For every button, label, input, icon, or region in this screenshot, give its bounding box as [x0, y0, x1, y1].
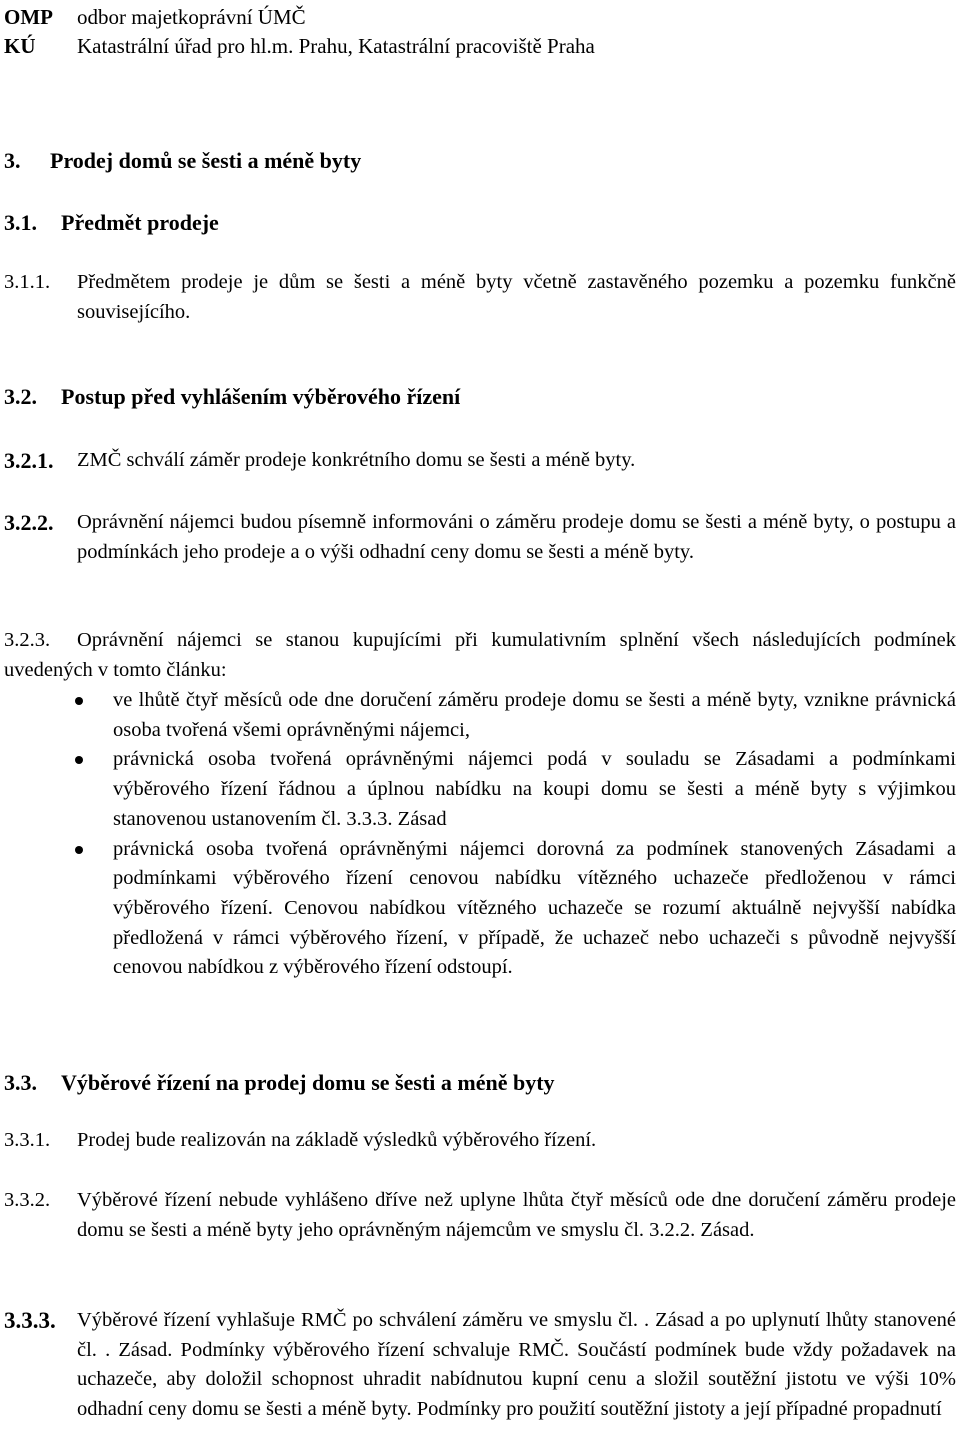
paragraph-text: Výběrové řízení vyhlašuje RMČ po schválení záměru ve smyslu čl. . Zásad a po uplynutí lhůty stanovené čl. . Zásad. Podmínky výběrového řízení schvaluje RMČ. Součástí podmínek bude vždy požadavek na uchazeče, aby doložil schopnost uhradit nabídnutou kupní cenu a složil soutěžní jistotu ve výši 10% odhadní ceny domu se šesti a méně byty. Podmínky pro použití soutěžní jistoty a její případné propadnutí	[77, 1309, 956, 1421]
abbreviation-code: OMP	[4, 5, 53, 29]
paragraph-text: ZMČ schválí záměr prodeje konkrétního domu se šesti a méně byty.	[77, 449, 636, 471]
section-title: Výběrové řízení na prodej domu se šesti a méně byty	[61, 1070, 555, 1095]
list-item	[0, 686, 956, 745]
section-number: 3.2.	[4, 384, 37, 409]
section-number: 3.	[4, 148, 21, 173]
paragraph-3-3-3	[4, 1306, 956, 1425]
section-title: Předmět prodeje	[61, 210, 219, 235]
paragraph-3-3-2	[4, 1186, 956, 1245]
section-number: 3.1.	[4, 210, 37, 235]
paragraph-3-1-1	[4, 268, 956, 327]
paragraph-3-3-1	[4, 1126, 956, 1156]
paragraph-text: Výběrové řízení nebude vyhlášeno dříve než uplyne lhůta čtyř měsíců ode dne doručení záměru prodeje domu se šesti a méně byty jeho oprávněným nájemcům ve smyslu čl. 3.2.2. Zásad.	[77, 1189, 956, 1241]
list-item	[0, 835, 956, 984]
paragraph-number: 3.3.2.	[4, 1189, 51, 1211]
list-item-text: právnická osoba tvořená oprávněnými nájemci podá v souladu se Zásadami a podmínkami výběrového řízení řádnou a úplnou nabídku na koupi domu se šesti a méně byty s výjimkou stanovenou ustanovením čl. 3.3.3. Zásad	[113, 748, 956, 830]
abbreviation-text: Katastrální úřad pro hl.m. Prahu, Katastrální pracoviště Praha	[77, 34, 595, 58]
paragraph-number: 3.1.1.	[4, 271, 51, 293]
paragraph-text: Předmětem prodeje je dům se šesti a méně byty včetně zastavěného pozemku a pozemku funkčně souvisejícího.	[77, 271, 956, 323]
section-heading-3	[4, 148, 362, 174]
paragraph-3-2-3	[4, 626, 956, 685]
paragraph-text: Prodej bude realizován na základě výsledků výběrového řízení.	[77, 1129, 597, 1151]
paragraph-3-2-2	[4, 508, 956, 567]
bullet-icon	[75, 846, 83, 854]
section-heading-3-2	[4, 384, 461, 410]
conditions-list	[0, 686, 956, 983]
list-item-text: ve lhůtě čtyř měsíců ode dne doručení záměru prodeje domu se šesti a méně byty, vznikne právnická osoba tvořená všemi oprávněnými nájemci,	[113, 689, 956, 741]
bullet-icon	[75, 697, 83, 705]
paragraph-text: Oprávnění nájemci se stanou kupujícími při kumulativním splnění všech následujících podmínek uvedených v tomto článku:	[4, 629, 956, 681]
paragraph-number: 3.2.1.	[4, 448, 54, 473]
paragraph-text: Oprávnění nájemci budou písemně informováni o záměru prodeje domu se šesti a méně byty, o postupu a podmínkách jeho prodeje a o výši odhadní ceny domu se šesti a méně byty.	[77, 511, 956, 563]
bullet-icon	[75, 756, 83, 764]
section-title: Postup před vyhlášením výběrového řízení	[61, 384, 461, 409]
paragraph-number: 3.2.2.	[4, 510, 54, 535]
paragraph-3-2-1	[4, 446, 956, 476]
abbreviation-text: odbor majetkoprávní ÚMČ	[77, 5, 306, 29]
list-item	[0, 745, 956, 834]
list-item-text: právnická osoba tvořená oprávněnými nájemci dorovná za podmínek stanovených Zásadami a podmínkami výběrového řízení cenovou nabídku vítězného uchazeče předloženou v rámci výběrového řízení. Cenovou nabídkou vítězného uchazeče se rozumí aktuálně nejvyšší nabídka předložená v rámci výběrového řízení, v případě, že uchazeč nebo uchazeči s původně nejvyšší cenovou nabídkou z výběrového řízení odstoupí.	[113, 837, 956, 979]
section-number: 3.3.	[4, 1070, 37, 1095]
paragraph-number: 3.3.3.	[4, 1308, 56, 1333]
paragraph-number: 3.3.1.	[4, 1129, 51, 1151]
section-heading-3-3	[4, 1070, 555, 1096]
abbreviation-code: KÚ	[4, 34, 36, 58]
section-heading-3-1	[4, 210, 219, 236]
section-title: Prodej domů se šesti a méně byty	[50, 148, 362, 173]
paragraph-number: 3.2.3.	[4, 629, 51, 651]
